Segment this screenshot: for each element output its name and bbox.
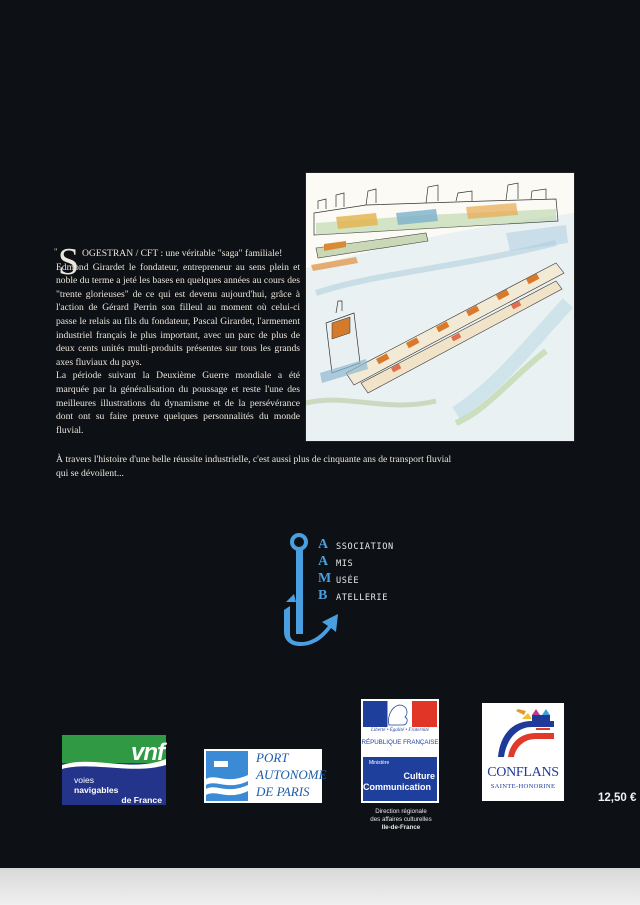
pap-name	[256, 749, 327, 800]
acronym-letter-m: M	[318, 571, 332, 586]
pap-line-2: AUTONOME	[256, 767, 327, 782]
conflans-emblem-icon	[492, 707, 554, 763]
drac-line-3: Ile-de-France	[381, 824, 421, 831]
drac-line-2: des affaires culturelles	[370, 816, 432, 823]
conflans-name: CONFLANS	[487, 765, 559, 780]
communication-label: Communication	[363, 782, 432, 792]
port-sketch	[306, 173, 574, 441]
closing-line-2: qui se dévoilent...	[56, 467, 124, 479]
anchor-icon	[282, 530, 342, 650]
word-association: SSOCIATION	[336, 542, 394, 552]
pap-emblem-icon	[206, 751, 248, 801]
acronym-letter-a2: A	[318, 554, 329, 569]
lead-line: OGESTRAN / CFT : une véritable "saga" familiale!	[82, 248, 283, 259]
back-cover-blurb	[54, 241, 300, 437]
vnf-logo	[62, 735, 166, 805]
lead-paragraph	[54, 241, 300, 283]
conflans-subtitle: SAINTE-HONORINE	[490, 783, 556, 790]
acronym-letter-a1: A	[318, 537, 329, 552]
ministere-block	[363, 757, 437, 801]
opening-quote: "	[54, 247, 58, 256]
acronym-words	[336, 539, 394, 607]
pap-line-3: DE PARIS	[256, 784, 310, 799]
drac-caption	[355, 808, 447, 832]
paragraph-1: Edmond Girardet le fondateur, entrepreneur au sens plein et noble du terme a jeté les bases en quelques années au cours des "trente glorieuses" de ce qui est devenu aujourd'hui, grâce à l'action de Gérard Perrin son filleul au moment où celui-ci passe le relais au fils du fondateur, Pascal Girardet, l'armement industriel français le plus important, avec un parc de plus de deux cents unités multi-produits présentes sur tous les grands axes fluviaux du pays.	[56, 261, 300, 368]
acronym-letter-b: B	[318, 588, 328, 603]
association-amis-musee-batellerie	[282, 530, 432, 650]
republique-name: RÉPUBLIQUE FRANÇAISE	[361, 739, 439, 746]
price-tag: 12,50 €	[598, 792, 637, 804]
page-edge	[0, 868, 640, 905]
closing-line-1: À travers l'histoire d'une belle réussite industrielle, c'est aussi plus de cinquante ans de transport fluvial	[56, 454, 452, 465]
conflans-logo	[482, 703, 564, 801]
republique-francaise-logo	[361, 699, 439, 803]
vnf-line-3: de France	[121, 795, 162, 805]
vnf-line-1: voies	[74, 775, 95, 785]
ministere-label: Ministère	[369, 760, 390, 766]
port-autonome-de-paris-logo	[204, 749, 327, 803]
acronym-letters	[318, 536, 331, 604]
paragraph-2: La période suivant la Deuxième Guerre mondiale a été marquée par la généralisation du poussage et reste l'une des meilleures illustrations du dynamisme et de la persévérance dont ont su faire preuve quelques personnalités du monde fluvial.	[56, 370, 300, 436]
port-illustration	[306, 173, 574, 441]
vnf-line-2: navigables	[74, 785, 119, 795]
drac-line-1: Direction régionale	[375, 808, 427, 815]
word-amis: MIS	[336, 559, 354, 569]
word-batellerie: ATELLERIE	[336, 593, 388, 603]
word-musee: USÉE	[336, 576, 360, 586]
culture-label: Culture	[403, 771, 435, 781]
devise: Liberté • Égalité • Fraternité	[371, 728, 429, 733]
marianne-flag-icon	[363, 701, 437, 727]
drop-cap: S	[58, 241, 80, 283]
closing-paragraph	[56, 453, 506, 480]
pap-line-1: PORT	[256, 750, 289, 765]
vnf-mark: vnf	[131, 739, 164, 766]
